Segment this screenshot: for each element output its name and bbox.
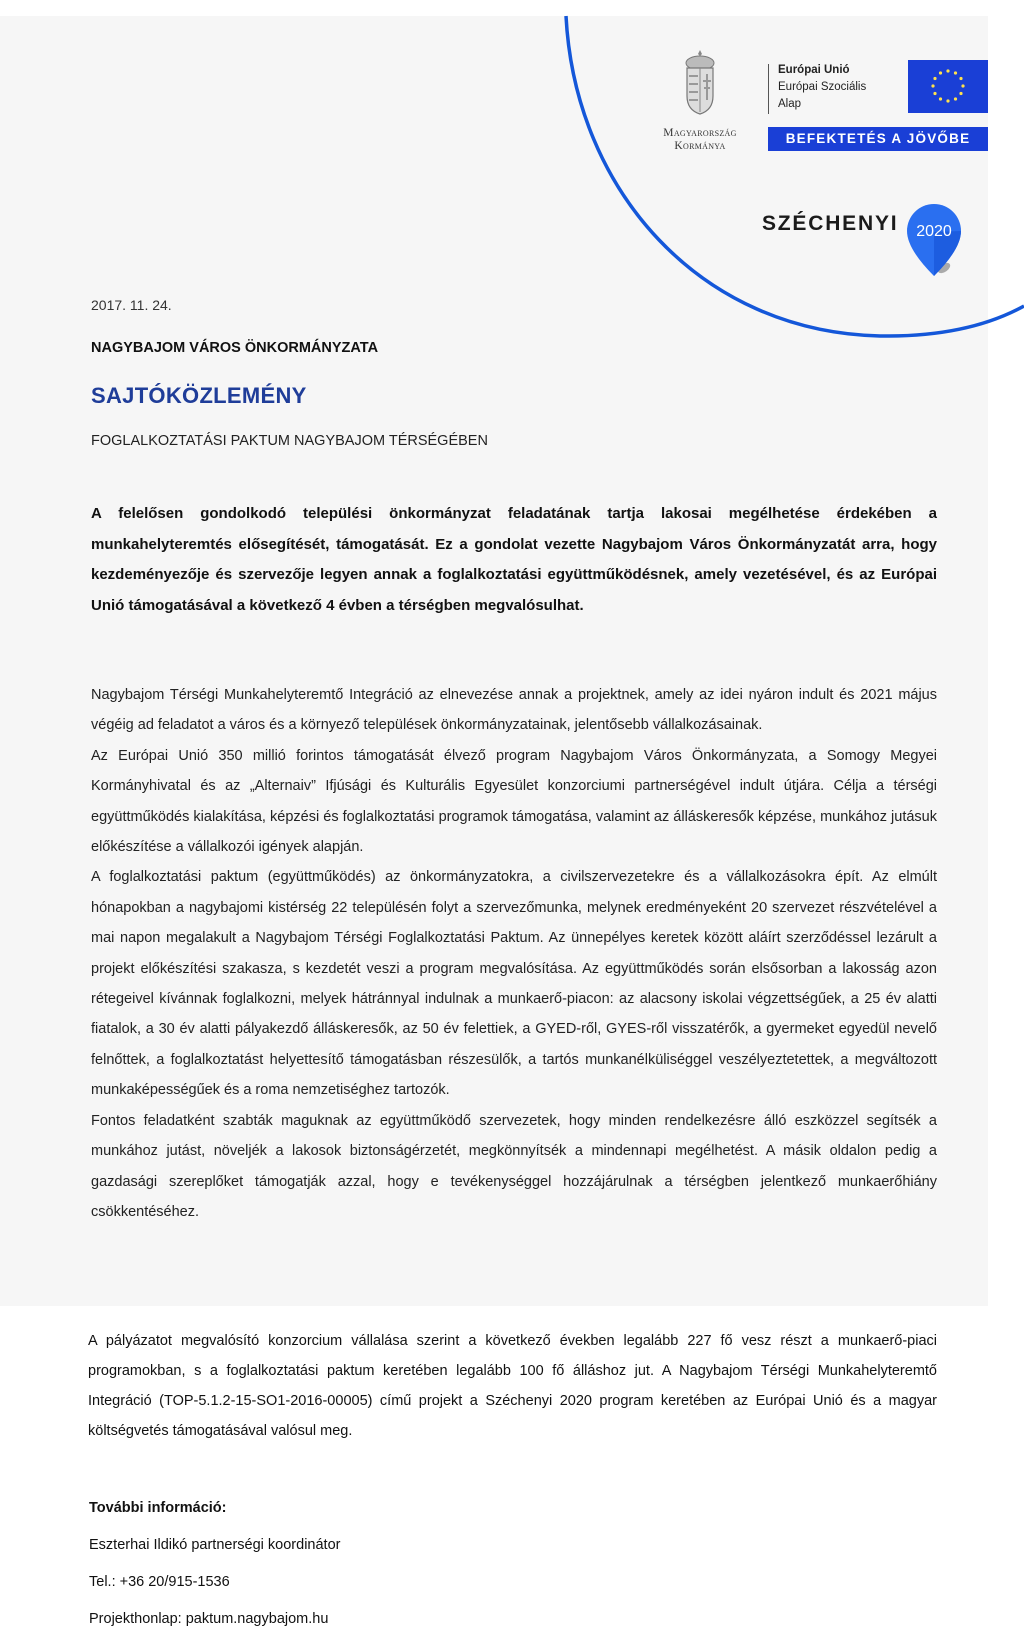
body-paragraph: A foglalkoztatási paktum (együttműködés) az önkormányzatokra, a civilszervezetekre és a vállalkozásokra épít. Az elmúlt hónapokban a nagybajomi kistérség 22 településén folyt a szervezőmunka, melynek eredményeként 20 szervezet részvételével a mai napon megalakult a Nagybajom Térségi Foglalkoztatási Paktum. Az ünnepélyes keretek között aláírt szerződéssel lezárult a projekt előkészítési szakasza, s kezdetét veszi a program megvalósítása. Az együttműködés során elsősorban a lakosság azon rétegeivel kívánnak foglalkozni, melyek hátránnyal indulnak a munkaerő-piacon: az alacsony iskolai végzettségűek, a 25 év alatti fiatalok, a 30 év alatti pályakezdő álláskeresők, az 50 év felettiek, a GYED-ről, GYES-ről visszatérők, a gyermeket egyedül nevelő felnőttek, a foglalkoztatást helyettesítő támogatásban részesülők, a tartós munkanélküliséggel veszélyeztetettek, a megváltozott munkaképességűek és a roma nemzetiséghez tartozók. <box>91 869 937 1099</box>
szechenyi-word: SZÉCHENYI <box>762 212 899 235</box>
body-text <box>91 680 937 1227</box>
contact-person: Eszterhai Ildikó partnerségi koordinátor <box>89 1537 341 1553</box>
contact-phone: Tel.: +36 20/915-1536 <box>89 1574 230 1590</box>
gov-name-line2: Kormánya <box>674 140 726 152</box>
contact-website: Projekthonlap: paktum.nagybajom.hu <box>89 1611 329 1627</box>
body-paragraph: Nagybajom Térségi Munkahelyteremtő Integráció az elnevezése annak a projektnek, amely az idei nyáron indult és 2021 május végéig ad feladatot a város és a környező települések önkormányzatainak, jelentősebb vállalkozásainak. <box>91 687 937 734</box>
closing-paragraph: A pályázatot megvalósító konzorcium vállalása szerint a következő években legalább 227 fő vesz részt a munkaerő-piaci programokban, s a foglalkoztatási paktum keretében legalább 100 fő álláshoz jut. A Nagybajom Térségi Munkahelyteremtő Integráció (TOP-5.1.2-15-SO1-2016-00005) című projekt a Széchenyi 2020 program keretében az Európai Unió és a magyar költségvetés támogatásával valósul meg. <box>88 1333 937 1439</box>
document-subtitle: FOGLALKOZTATÁSI PAKTUM NAGYBAJOM TÉRSÉGÉBEN <box>91 433 488 449</box>
document-title: SAJTÓKÖZLEMÉNY <box>91 383 307 408</box>
lead-paragraph: A felelősen gondolkodó települési önkormányzat feladatának tartja lakosai megélhetése érdekében a munkahelyteremtés elősegítését, támogatását. Ez a gondolat vezette Nagybajom Város Önkormányzatát arra, hogy kezdeményezője és szervezője legyen annak a foglalkoztatási együttműködésnek, amely vezetésével, és az Európai Unió támogatásával a következő 4 évben a térségben megvalósulhat. <box>91 505 937 614</box>
eu-line3: Alap <box>778 98 802 110</box>
document-date: 2017. 11. 24. <box>91 297 172 313</box>
organization-name: NAGYBAJOM VÁROS ÖNKORMÁNYZATA <box>91 340 379 356</box>
body-paragraph: Fontos feladatként szabták maguknak az együttműködő szervezetek, hogy minden rendelkezésre álló eszközzel segítsék a munkához jutást, növeljék a lakosok biztonságérzetét, megkönnyítsék a mindennapi megélhetést. A másik oldalon pedig a gazdasági szereplőket támogatják azzal, hogy e tevékenységgel hozzájárulnak a térségben jelentkező munkaerőhiány csökkentéséhez. <box>91 1112 937 1220</box>
map-pin-icon <box>904 202 964 278</box>
invest-slogan: BEFEKTETÉS A JÖVŐBE <box>768 127 988 151</box>
contact-info <box>89 1490 935 1638</box>
svg-text:2020: 2020 <box>916 223 952 240</box>
government-logo <box>640 48 760 153</box>
gov-name-line1: Magyarország <box>663 127 737 139</box>
eu-logo <box>768 60 988 152</box>
eu-line2: Európai Szociális <box>778 81 867 93</box>
contact-heading: További információ: <box>89 1500 227 1516</box>
szechenyi-2020-logo <box>762 202 982 282</box>
eu-divider <box>768 64 769 114</box>
hungarian-coat-of-arms-icon <box>682 48 718 118</box>
eu-flag-icon <box>908 60 988 113</box>
body-paragraph: Az Európai Unió 350 millió forintos támogatását élvező program Nagybajom Város Önkormányzata, a Somogy Megyei Kormányhivatal és az „Alternaiv” Ifjúsági és Kulturális Egyesület konzorciumi partnerségével indult útjára. Célja a térségi együttműködés kialakítása, képzési és foglalkoztatási programok támogatása, valamint az álláskeresők képzése, munkához jutásuk előkészítése a vállalkozói igények alapján. <box>91 747 937 856</box>
eu-line1: Európai Unió <box>778 64 850 76</box>
